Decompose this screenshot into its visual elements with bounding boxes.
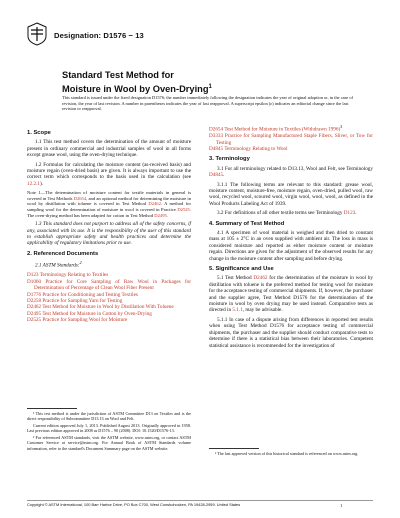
para-1-2: [27, 162, 191, 188]
document-title: [62, 70, 342, 95]
ref-title[interactable]: Practice for Sampling Manufactured Staple Fibers, Sliver, or Tow for Testing: [216, 133, 373, 146]
ref-code[interactable]: D2495: [27, 310, 42, 317]
para-3-1-text: 3.1 For all terminology related to D13.13, Wool and Felt, see Terminology: [217, 165, 373, 172]
xref-d2495[interactable]: D2495: [154, 212, 167, 218]
ref-title[interactable]: Test Method for Moisture in Cotton by Oven-Drying: [41, 310, 152, 317]
xref-5-1-1[interactable]: 5.1.1: [232, 307, 243, 314]
left-column: [27, 126, 191, 324]
ref-title[interactable]: Practice for Conditioning and Testing Textiles: [41, 291, 138, 298]
note-1: [27, 190, 191, 218]
footnote-divider: [27, 408, 77, 409]
section-3-heading: 3. Terminology: [209, 156, 250, 163]
ref-code[interactable]: D123: [27, 272, 39, 279]
section-2-heading: 2. Referenced Documents: [27, 250, 99, 257]
para-5-1-c: , may be advisable.: [242, 307, 283, 314]
ref-code[interactable]: D4845: [209, 145, 224, 152]
note-1-c: . A method for sampling wool for the determination of moisture in wool is covered in Practice: [27, 201, 191, 213]
page-number: 1: [340, 503, 343, 508]
section-1-heading: 1. Scope: [27, 130, 51, 136]
ref-code[interactable]: D2525: [27, 317, 42, 324]
note-1-b: , and an optional method for determining the moisture in wool by distillation with toluene is covered in Test Method: [27, 195, 191, 207]
footnote-2-mark: 2: [79, 260, 82, 266]
para-2-1: [27, 260, 191, 269]
para-1-1: 1.1 This test method covers the determination of the amount of moisture present in ordinary commercial and industrial samples of wool in all forms except grease wool, using the oven-drying technique.: [27, 139, 191, 159]
xref-d2462[interactable]: D2462: [148, 201, 161, 207]
para-1-3: 1.3 This standard does not purport to address all of the safety concerns, if any, associated with its use. It is the responsibility of the user of this standard to establish appropriate safety and health practices and determine the applicability of regulatory limitations prior to use.: [27, 221, 191, 247]
ref-title[interactable]: Practice for Sampling Wool for Moisture: [41, 317, 128, 324]
reference-item: [27, 279, 191, 292]
xref-12-2-1[interactable]: 12.2.1: [27, 180, 40, 187]
reference-list-right: [209, 124, 373, 152]
astm-logo-icon: [27, 22, 47, 46]
note-1-a: Note 1—The determination of moisture content for textile materials in general is covered in Test Methods: [27, 190, 191, 201]
footnotes-right: [209, 448, 373, 458]
title-main: Moisture in Wool by Oven-Drying: [62, 83, 209, 94]
ref-code[interactable]: D2462: [27, 304, 42, 311]
title-line-2: [62, 82, 342, 96]
para-3-2-text: 3.2 For definitions of all other textile terms see Terminology: [217, 210, 344, 217]
xref-d123[interactable]: D123: [343, 210, 356, 217]
designation: Designation: D1576 − 13: [54, 31, 144, 40]
ref-code[interactable]: D2258: [27, 298, 42, 305]
para-4-1: 4.1 A specimen of wool material is weighed and then dried to constant mass at 105 ± 2°C in an oven supplied with ambient air. The loss in mass is considered moisture and reported as either moisture content or moisture regain. Directions are given for the adjustment of the observed results for any change in the moisture content after sampling and before drying.: [209, 230, 373, 262]
copyright-line: Copyright © ASTM International, 100 Barr Harbor Drive, PO Box C700, West Conshohocken, PA 19428-2959. United States: [27, 500, 373, 507]
preface-note: This standard is issued under the fixed designation D1576; the number immediately following the designation indicates the year of original adoption or, in the case of revision, the year of last revision. A number in parentheses indicates the year of last reapproval. A superscript epsilon (ε) indicates an editorial change since the last revision or reapproval.: [62, 95, 353, 112]
para-3-1: [209, 166, 373, 179]
para-3-2: [209, 210, 373, 216]
ref-title[interactable]: Terminology Relating to Wool: [223, 145, 288, 152]
para-5-1-a: 5.1 Test Method: [217, 275, 254, 282]
ref-title[interactable]: Practice for Sampling Yarn for Testing: [41, 298, 123, 305]
xref-d2462[interactable]: D2462: [253, 275, 268, 282]
para-5-1-1: 5.1.1 In case of a dispute arising from differences in reported test results when using Test Method D1576 for acceptance testing of commercial shipments, the purchaser and the supplier should conduct comparative tests to determine if there is a statistical bias between their laboratories. Competent statistical assistance is recommended for the investigation of: [209, 316, 373, 349]
para-1-2-end: ).: [39, 180, 43, 187]
note-1-e: .: [166, 212, 168, 218]
para-3-1-1: 3.1.1 The following terms are relevant to this standard: grease wool, moisture content, moisture-free, moisture regain, oven-dried, pulled wool, raw wool, recycled wool, scoured wool, virgin wool, wool, wool, as defined in the Wool Products Labeling Act of 1939.: [209, 181, 373, 207]
ref-code[interactable]: D1060: [27, 278, 42, 285]
note-1-d: . The oven-drying method has been adapted for cotton in Test Method: [27, 207, 191, 218]
para-1-2-text: 1.2 Formulas for calculating the moisture content (as-received basis) and moisture regain (oven-dried basis) are given. It is always important to use the correct term which corresponds to the basis used in the calculation (see: [27, 161, 191, 181]
ref-title[interactable]: Terminology Relating to Textiles: [38, 272, 109, 279]
ref-code[interactable]: D3333: [209, 133, 224, 140]
footnote-2: ² For referenced ASTM standards, visit the ASTM website, www.astm.org, or contact ASTM Customer Service at service@astm.org. For Annual Book of ASTM Standards volume information, refer to the standard's Document Summary page on the ASTM website.: [27, 435, 191, 451]
section-4-heading: 4. Summary of Test Method: [209, 220, 285, 227]
xref-d2525[interactable]: D2525: [177, 207, 190, 213]
section-5-heading: 5. Significance and Use: [209, 266, 274, 273]
ref-code[interactable]: D1776: [27, 291, 42, 298]
ref-title[interactable]: Test Method for Moisture in Wool by Distillation With Toluene: [41, 304, 174, 311]
ref-title[interactable]: Test Method for Moisture in Textiles (Withdrawn 1996): [223, 126, 341, 133]
footnotes-left: [27, 408, 191, 453]
title-footnote-mark: 1: [208, 83, 212, 90]
footnote-divider: [209, 448, 259, 449]
para-3-1-end: .: [223, 172, 225, 179]
title-line-1: Standard Test Method for: [62, 70, 174, 80]
para-3-2-end: .: [355, 210, 357, 217]
footnote-3: ³ The last approved version of this historical standard is referenced on www.astm.org.: [215, 451, 359, 456]
reference-item: [209, 146, 373, 152]
xref-d2654[interactable]: D2654: [73, 195, 87, 201]
footnote-1: ¹ This test method is under the jurisdiction of ASTM Committee D13 on Textiles and is the direct responsibility of Subcommittee D13.13 on Wool and Felt.: [27, 411, 191, 422]
right-column: [209, 124, 373, 352]
xref-d4845[interactable]: D4845: [209, 172, 224, 179]
reference-item: [27, 317, 191, 323]
footnote-3-mark: 3: [340, 124, 343, 129]
reference-item: [209, 133, 373, 146]
para-2-1-text: 2.1 ASTM Standards:: [35, 262, 80, 269]
footnote-1-edition: Current edition approved July 1, 2013. Published August 2013. Originally approved in 1958. Last previous edition approved in 2008 as D1576 – 90 (2008). DOI: 10.1520/D1576-13.: [27, 423, 191, 434]
reference-list-left: [27, 272, 191, 323]
ref-title[interactable]: Practice for Core Sampling of Raw Wool in Packages for Determination of Percentage of Clean Wool Fiber Present: [34, 278, 191, 292]
para-5-1-b: for the determination of the moisture in wool by distillation with toluene is the preferred method for testing wool for moisture for the acceptance testing of commercial shipments. If, however, the purchaser and the supplier agree, Test Method D1576 for the determination of the moisture in wool by oven drying may be used instead. Comparative tests as directed in: [209, 275, 373, 314]
reference-item: [209, 124, 373, 133]
para-5-1: [209, 275, 373, 313]
ref-code[interactable]: D2654: [209, 126, 224, 133]
